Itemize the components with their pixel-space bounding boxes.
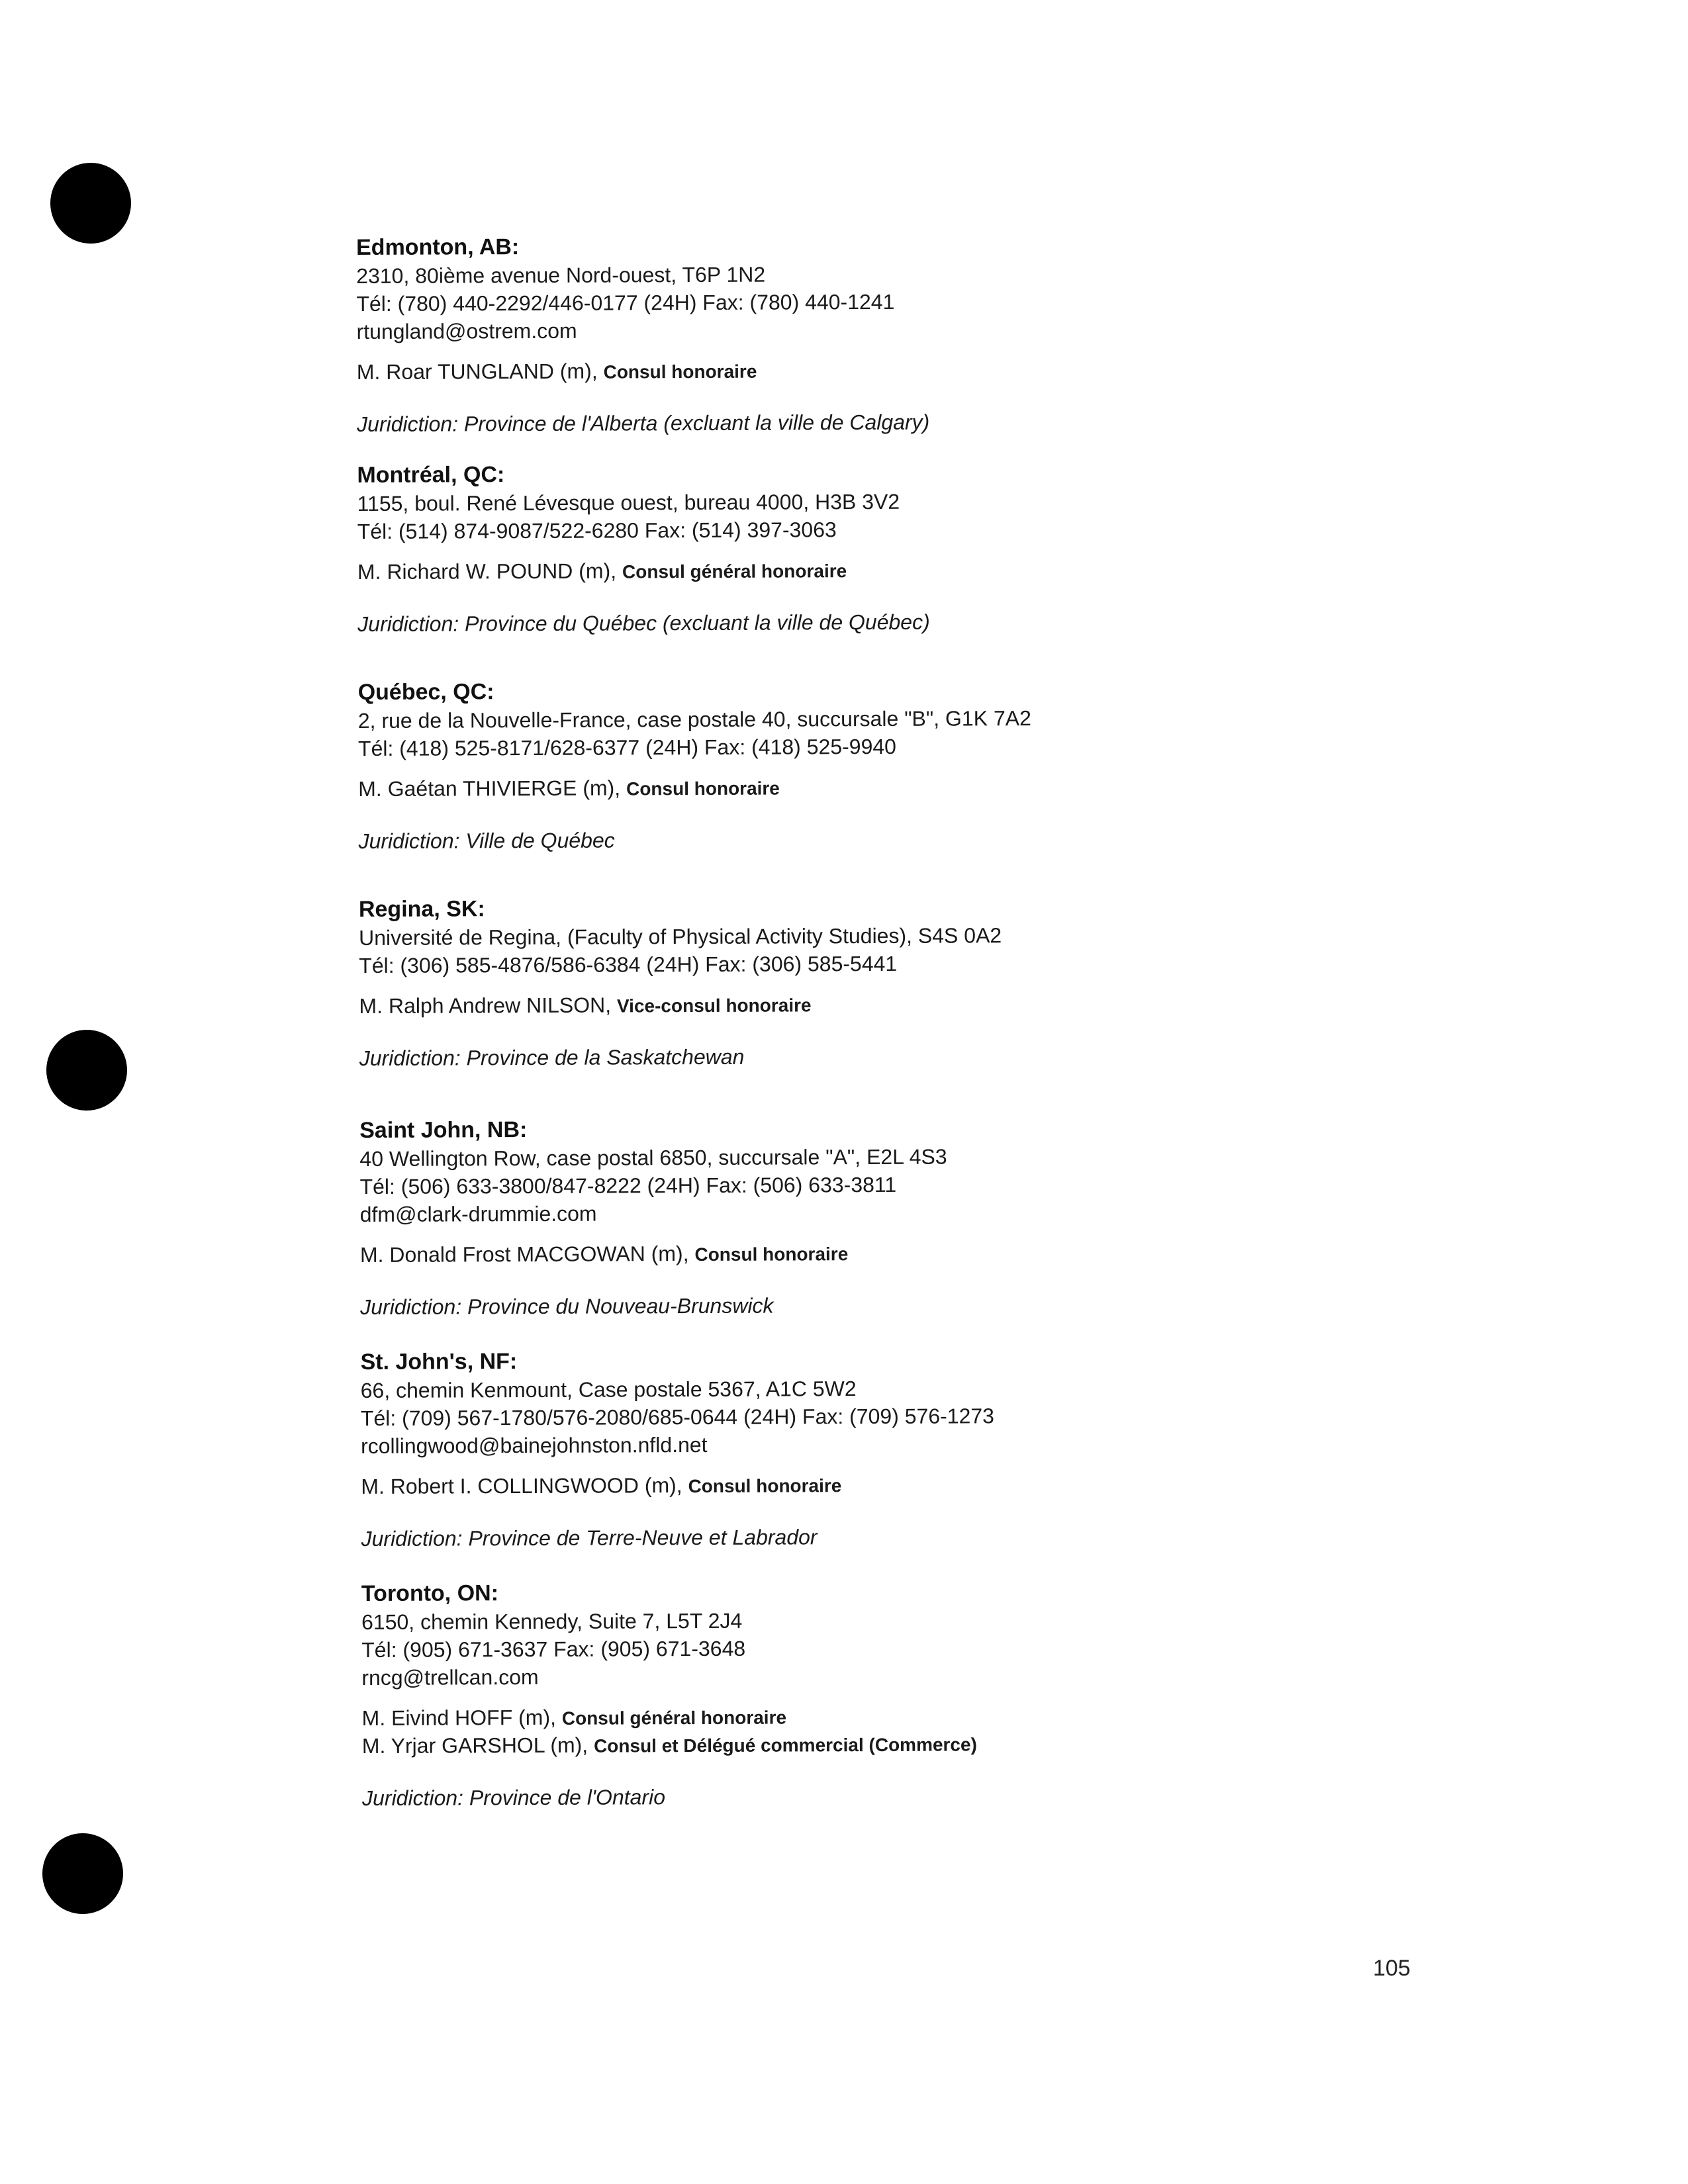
person-list — [361, 1469, 1618, 1501]
person-role: Consul général honoraire — [622, 561, 847, 582]
city-heading: St. John's, NF: — [360, 1349, 518, 1375]
page-number: 105 — [1373, 1956, 1411, 1981]
person-line — [362, 1700, 1620, 1733]
jurisdiction: Juridiction: Province de l'Ontario — [362, 1785, 666, 1810]
person-line — [361, 1469, 1618, 1501]
person-line — [358, 771, 1616, 803]
entry-quebec — [358, 673, 1617, 855]
entry-edmonton — [356, 228, 1615, 438]
entry-saint-john — [359, 1111, 1618, 1321]
person-role: Consul honoraire — [626, 778, 780, 799]
punch-hole-middle — [46, 1030, 127, 1111]
person-line — [357, 554, 1615, 586]
entry-st-johns — [360, 1343, 1618, 1553]
person-name: M. Yrjar GARSHOL (m), — [361, 1733, 588, 1758]
person-line — [357, 354, 1615, 387]
jurisdiction: Juridiction: Province de la Saskatchewan — [359, 1044, 745, 1070]
person-role: Consul général honoraire — [561, 1707, 787, 1729]
punch-hole-top — [50, 163, 131, 244]
address-line: 40 Wellington Row, case postal 6850, succursale "A", E2L 4S3 — [359, 1144, 947, 1171]
person-line — [359, 988, 1617, 1021]
person-list — [360, 1237, 1618, 1269]
city-heading: Edmonton, AB: — [356, 234, 520, 260]
person-list — [358, 771, 1616, 803]
person-role: Consul et Délégué commercial (Commerce) — [593, 1734, 977, 1756]
consulate-listing — [356, 228, 1614, 1810]
person-line — [360, 1237, 1618, 1269]
person-list — [359, 988, 1617, 1021]
person-role: Consul honoraire — [688, 1475, 842, 1497]
person-line — [362, 1728, 1620, 1760]
city-heading: Montréal, QC: — [357, 462, 505, 488]
phone-line: Tél: (306) 585-4876/586-6384 (24H) Fax: (306) 585-5441 — [359, 951, 898, 978]
phone-line: Tél: (780) 440-2292/446-0177 (24H) Fax: (780) 440-1241 — [356, 289, 895, 316]
jurisdiction: Juridiction: Province du Nouveau-Brunswick — [360, 1293, 774, 1319]
entry-regina — [359, 890, 1617, 1072]
person-name: M. Richard W. POUND (m), — [357, 559, 617, 584]
address-line: 66, chemin Kenmount, Case postale 5367, A1C 5W2 — [360, 1377, 857, 1402]
phone-line: Tél: (709) 567-1780/576-2080/685-0644 (24H) Fax: (709) 576-1273 — [360, 1404, 995, 1430]
person-role: Consul honoraire — [603, 361, 757, 383]
person-name: M. Roar TUNGLAND (m), — [356, 359, 598, 384]
address-line: Université de Regina, (Faculty of Physical Activity Studies), S4S 0A2 — [359, 923, 1002, 950]
phone-line: Tél: (506) 633-3800/847-8222 (24H) Fax: (506) 633-3811 — [359, 1172, 897, 1199]
person-name: M. Donald Frost MACGOWAN (m), — [359, 1242, 689, 1267]
person-role: Consul honoraire — [694, 1244, 849, 1265]
person-list — [357, 354, 1615, 387]
jurisdiction: Juridiction: Province de Terre-Neuve et Labrador — [361, 1525, 818, 1551]
city-heading: Toronto, ON: — [361, 1580, 499, 1606]
person-list — [362, 1700, 1620, 1760]
phone-line: Tél: (418) 525-8171/628-6377 (24H) Fax: (418) 525-9940 — [357, 734, 896, 760]
city-heading: Québec, QC: — [357, 679, 494, 705]
phone-line: Tél: (905) 671-3637 Fax: (905) 671-3648 — [361, 1636, 746, 1662]
jurisdiction: Juridiction: Province du Québec (excluant la ville de Québec) — [357, 610, 930, 636]
jurisdiction: Juridiction: Province de l'Alberta (excluant la ville de Calgary) — [357, 410, 930, 436]
email-line: rtungland@ostrem.com — [356, 318, 577, 343]
address-line: 2, rue de la Nouvelle-France, case postale 40, succursale "B", G1K 7A2 — [357, 706, 1031, 733]
email-line: rcollingwood@bainejohnston.nfld.net — [360, 1432, 708, 1458]
person-name: M. Ralph Andrew NILSON, — [359, 993, 612, 1018]
city-heading: Saint John, NB: — [359, 1117, 528, 1143]
punch-hole-bottom — [42, 1833, 123, 1914]
person-name: M. Gaétan THIVIERGE (m), — [358, 776, 621, 801]
address-line: 2310, 80ième avenue Nord-ouest, T6P 1N2 — [356, 262, 766, 288]
entry-montreal — [357, 456, 1615, 638]
phone-line: Tél: (514) 874-9087/522-6280 Fax: (514) 397-3063 — [357, 518, 837, 543]
jurisdiction: Juridiction: Ville de Québec — [358, 828, 615, 853]
email-line: dfm@clark-drummie.com — [359, 1201, 597, 1226]
person-list — [357, 554, 1615, 586]
address-line: 1155, boul. René Lévesque ouest, bureau 4000, H3B 3V2 — [357, 489, 900, 516]
person-name: M. Robert I. COLLINGWOOD (m), — [361, 1473, 682, 1498]
person-name: M. Eivind HOFF (m), — [361, 1705, 557, 1730]
entry-toronto — [361, 1574, 1620, 1812]
person-role: Vice-consul honoraire — [616, 995, 812, 1017]
email-line: rncg@trellcan.com — [361, 1664, 539, 1690]
address-line: 6150, chemin Kennedy, Suite 7, L5T 2J4 — [361, 1608, 743, 1634]
city-heading: Regina, SK: — [358, 896, 485, 922]
